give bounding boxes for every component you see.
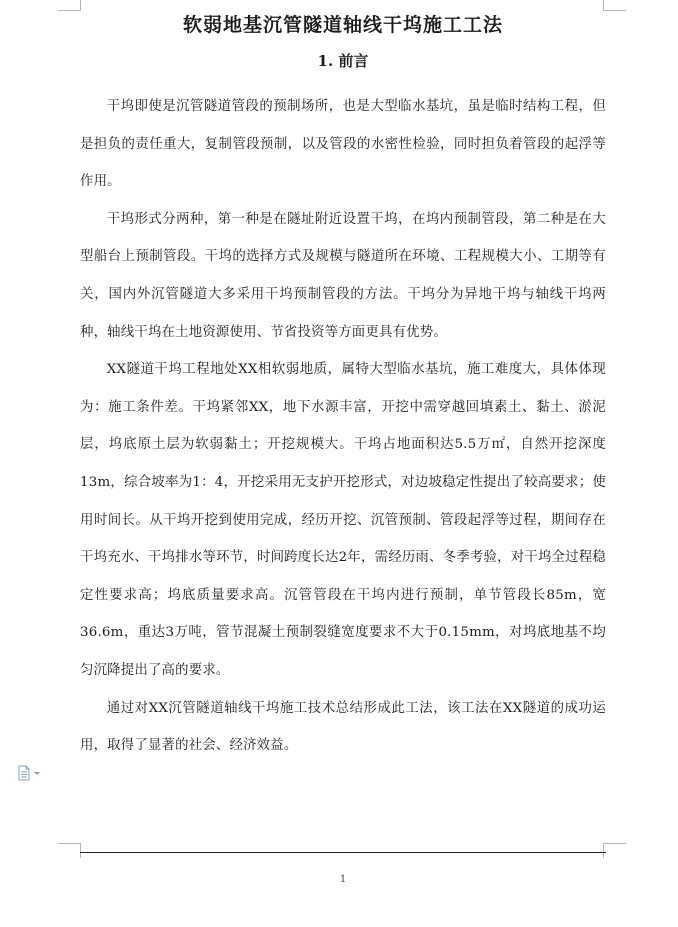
section-heading: 1. 前言 <box>317 52 369 70</box>
crop-mark-bottom-left <box>58 843 81 858</box>
paragraph-2: 干坞形式分两种，第一种是在隧址附近设置干坞，在坞内预制管段，第二种是在大型船台上预制管段。干坞的选择方式及规模与隧道所在环境、工程规模大小、工期等有关，国内外沉管隧道大多采用干坞预制管段的方法。干坞分为异地干坞与轴线干坞两种，轴线干坞在土地资源使用、节省投资等方面更具有优势。 <box>80 211 606 340</box>
paragraph-3: XX隧道干坞工程地处XX相软弱地质，属特大型临水基坑，施工难度大，具体体现为：施工条件差。干坞紧邻XX，地下水源丰富，开挖中需穿越回填素土、黏土、淤泥层，坞底原土层为软弱黏土；开挖规模大。干坞占地面积达5.5万㎡，自然开挖深度13m，综合坡率为1：4，开挖采用无支护开挖形式，对边坡稳定性提出了较高要求；使用时间长。从干坞开挖到使用完成，经历开挖、沉管预制、管段起浮等过程，期间存在干坞充水、干坞排水等环节，时间跨度长达2年，需经历雨、冬季考验，对干坞全过程稳定性要求高；坞底质量要求高。沉管管段在干坞内进行预制，单节管段长85m，宽36.6m，重达3万吨，管节混凝土预制裂缝宽度要求不大于0.15mm，对坞底地基不均匀沉降提出了高的要求。 <box>80 362 606 678</box>
paragraph-1: 干坞即使是沉管隧道管段的预制场所，也是大型临水基坑，虽是临时结构工程，但是担负的责任重大，复制管段预制，以及管段的水密性检验，同时担负着管段的起浮等作用。 <box>80 99 606 190</box>
paragraph-4: 通过对XX沉管隧道轴线干坞施工技术总结形成此工法，该工法在XX隧道的成功运用，取得了显著的社会、经济效益。 <box>80 700 606 754</box>
crop-mark-bottom-right <box>603 843 626 858</box>
footer-rule <box>80 852 606 853</box>
page-number: 1 <box>339 874 347 885</box>
crop-mark-top-left <box>58 0 81 11</box>
crop-mark-top-right <box>603 0 626 11</box>
document-options-icon[interactable] <box>17 765 43 781</box>
document-body <box>80 88 606 765</box>
document-title: 软弱地基沉管隧道轴线干坞施工工法 <box>182 14 503 36</box>
